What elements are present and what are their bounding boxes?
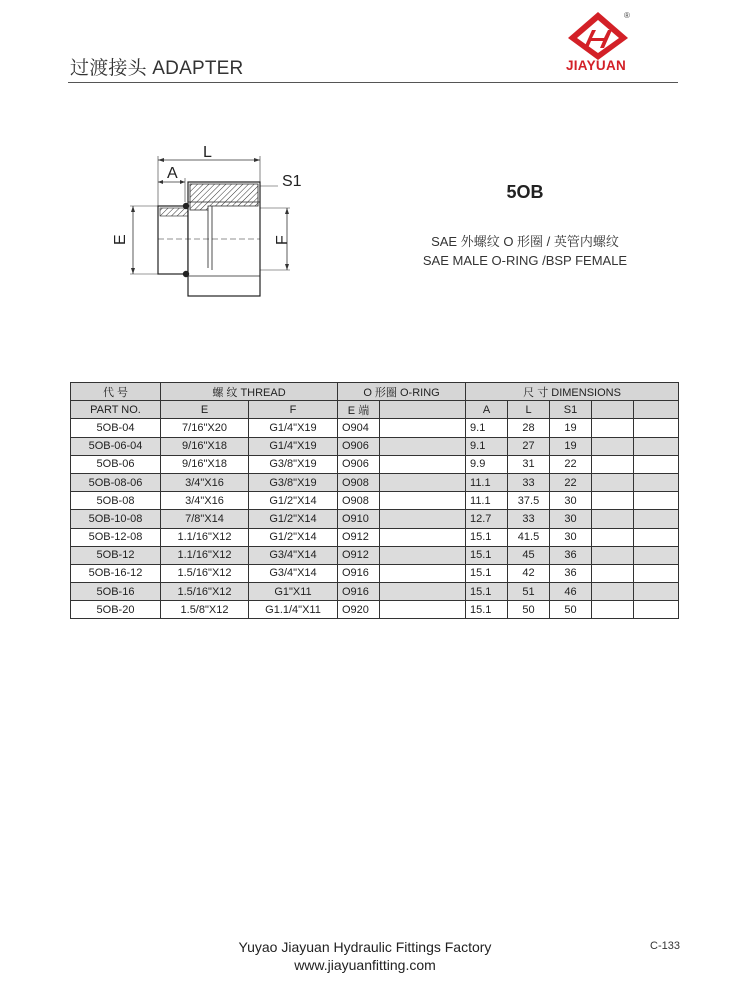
dim-l-cell: 37.5: [508, 492, 550, 510]
blank-cell: [592, 564, 634, 582]
blank-cell: [634, 492, 679, 510]
product-code: 5OB: [506, 182, 544, 202]
product-description-en: SAE MALE O-RING /BSP FEMALE: [422, 253, 628, 268]
header-e-end: E 端: [338, 401, 380, 419]
header-divider: [68, 82, 678, 83]
oring-cell: O912: [338, 546, 380, 564]
part-no-cell: 5OB-04: [71, 419, 161, 437]
header-blank: [634, 401, 679, 419]
oring-cell: O910: [338, 510, 380, 528]
blank-cell: [634, 601, 679, 619]
blank-cell: [592, 419, 634, 437]
label-A: A: [167, 165, 178, 182]
label-F: F: [274, 235, 291, 245]
blank-cell: [592, 473, 634, 491]
thread-e-cell: 1.5/16"X12: [161, 564, 249, 582]
blank-cell: [592, 583, 634, 601]
thread-e-cell: 3/4"X16: [161, 492, 249, 510]
table-row: [71, 492, 679, 510]
part-no-cell: 5OB-06: [71, 455, 161, 473]
blank-cell: [592, 455, 634, 473]
header-a: A: [466, 401, 508, 419]
blank-cell: [592, 601, 634, 619]
part-no-cell: 5OB-20: [71, 601, 161, 619]
footer-website: www.jiayuanfitting.com: [294, 957, 436, 973]
blank-cell: [380, 583, 466, 601]
blank-cell: [380, 601, 466, 619]
registered-mark: ®: [624, 11, 630, 20]
blank-cell: [592, 437, 634, 455]
dim-l-cell: 51: [508, 583, 550, 601]
dim-a-cell: 9.1: [466, 419, 508, 437]
part-no-cell: 5OB-16-12: [71, 564, 161, 582]
blank-cell: [592, 528, 634, 546]
thread-e-cell: 1.1/16"X12: [161, 528, 249, 546]
dim-s1-cell: 19: [550, 437, 592, 455]
blank-cell: [380, 510, 466, 528]
dim-s1-cell: 30: [550, 528, 592, 546]
header-thread: 螺 纹 THREAD: [161, 383, 338, 401]
blank-cell: [380, 492, 466, 510]
blank-cell: [380, 455, 466, 473]
header-part-no: PART NO.: [71, 401, 161, 419]
dim-s1-cell: 19: [550, 419, 592, 437]
label-S1: S1: [282, 173, 302, 190]
dim-a-cell: 15.1: [466, 564, 508, 582]
label-L: L: [203, 144, 212, 161]
thread-f-cell: G1/2"X14: [249, 510, 338, 528]
blank-cell: [380, 437, 466, 455]
thread-f-cell: G1.1/4"X11: [249, 601, 338, 619]
part-no-cell: 5OB-12-08: [71, 528, 161, 546]
blank-cell: [380, 528, 466, 546]
thread-e-cell: 7/16"X20: [161, 419, 249, 437]
dim-s1-cell: 50: [550, 601, 592, 619]
table-row: [71, 564, 679, 582]
part-no-cell: 5OB-10-08: [71, 510, 161, 528]
thread-f-cell: G1/4"X19: [249, 437, 338, 455]
blank-cell: [592, 510, 634, 528]
blank-cell: [634, 583, 679, 601]
blank-cell: [634, 455, 679, 473]
header-blank: [380, 401, 466, 419]
dim-a-cell: 11.1: [466, 492, 508, 510]
header-oring: O 形圈 O-RING: [338, 383, 466, 401]
adapter-drawing: [100, 140, 320, 300]
header-part-cn: 代 号: [71, 383, 161, 401]
part-no-cell: 5OB-16: [71, 583, 161, 601]
dim-s1-cell: 36: [550, 546, 592, 564]
blank-cell: [634, 510, 679, 528]
oring-cell: O912: [338, 528, 380, 546]
blank-cell: [634, 473, 679, 491]
oring-cell: O916: [338, 564, 380, 582]
oring-cell: O906: [338, 437, 380, 455]
thread-e-cell: 3/4"X16: [161, 473, 249, 491]
table-row: [71, 546, 679, 564]
thread-f-cell: G3/4"X14: [249, 546, 338, 564]
dim-a-cell: 15.1: [466, 546, 508, 564]
thread-f-cell: G3/4"X14: [249, 564, 338, 582]
logo-text: JIAYUAN: [565, 58, 627, 73]
page-title: 过渡接头 ADAPTER: [70, 58, 244, 79]
dim-a-cell: 9.9: [466, 455, 508, 473]
thread-e-cell: 7/8"X14: [161, 510, 249, 528]
table-column-header-row: [71, 401, 679, 419]
page-number: C-133: [650, 940, 680, 952]
blank-cell: [380, 473, 466, 491]
blank-cell: [592, 492, 634, 510]
dim-s1-cell: 22: [550, 455, 592, 473]
oring-cell: O916: [338, 583, 380, 601]
thread-f-cell: G3/8"X19: [249, 455, 338, 473]
table-group-header-row: [71, 383, 679, 401]
blank-cell: [380, 546, 466, 564]
dim-l-cell: 33: [508, 473, 550, 491]
part-no-cell: 5OB-08-06: [71, 473, 161, 491]
blank-cell: [634, 419, 679, 437]
header-s1: S1: [550, 401, 592, 419]
part-no-cell: 5OB-08: [71, 492, 161, 510]
dim-l-cell: 27: [508, 437, 550, 455]
thread-e-cell: 1.5/8"X12: [161, 601, 249, 619]
dim-a-cell: 15.1: [466, 583, 508, 601]
table-row: [71, 473, 679, 491]
spec-table: [70, 382, 679, 619]
table-row: [71, 528, 679, 546]
oring-cell: O906: [338, 455, 380, 473]
dim-s1-cell: 30: [550, 492, 592, 510]
header-blank: [592, 401, 634, 419]
table-row: [71, 437, 679, 455]
blank-cell: [380, 419, 466, 437]
dim-l-cell: 45: [508, 546, 550, 564]
dim-s1-cell: 46: [550, 583, 592, 601]
header-dimensions: 尺 寸 DIMENSIONS: [466, 383, 679, 401]
part-no-cell: 5OB-06-04: [71, 437, 161, 455]
oring-cell: O904: [338, 419, 380, 437]
dim-a-cell: 9.1: [466, 437, 508, 455]
thread-e-cell: 1.5/16"X12: [161, 583, 249, 601]
thread-f-cell: G3/8"X19: [249, 473, 338, 491]
blank-cell: [634, 546, 679, 564]
table-row: [71, 455, 679, 473]
header-l: L: [508, 401, 550, 419]
dim-s1-cell: 30: [550, 510, 592, 528]
blank-cell: [592, 546, 634, 564]
table-row: [71, 583, 679, 601]
dim-l-cell: 42: [508, 564, 550, 582]
dim-a-cell: 15.1: [466, 601, 508, 619]
oring-cell: O920: [338, 601, 380, 619]
dim-s1-cell: 36: [550, 564, 592, 582]
part-no-cell: 5OB-12: [71, 546, 161, 564]
dim-s1-cell: 22: [550, 473, 592, 491]
header-f: F: [249, 401, 338, 419]
label-E: E: [112, 234, 129, 245]
thread-f-cell: G1/4"X19: [249, 419, 338, 437]
dim-l-cell: 50: [508, 601, 550, 619]
thread-e-cell: 9/16"X18: [161, 437, 249, 455]
oring-cell: O908: [338, 473, 380, 491]
thread-f-cell: G1"X11: [249, 583, 338, 601]
thread-e-cell: 1.1/16"X12: [161, 546, 249, 564]
blank-cell: [380, 564, 466, 582]
dim-a-cell: 12.7: [466, 510, 508, 528]
oring-cell: O908: [338, 492, 380, 510]
dim-l-cell: 33: [508, 510, 550, 528]
dim-l-cell: 41.5: [508, 528, 550, 546]
blank-cell: [634, 437, 679, 455]
thread-f-cell: G1/2"X14: [249, 528, 338, 546]
thread-e-cell: 9/16"X18: [161, 455, 249, 473]
dim-a-cell: 11.1: [466, 473, 508, 491]
table-row: [71, 419, 679, 437]
table-row: [71, 601, 679, 619]
dim-a-cell: 15.1: [466, 528, 508, 546]
dim-l-cell: 28: [508, 419, 550, 437]
product-description-cn: SAE 外螺纹 O 形圈 / 英管内螺纹: [431, 234, 619, 249]
blank-cell: [634, 528, 679, 546]
footer-company: Yuyao Jiayuan Hydraulic Fittings Factory: [238, 939, 492, 955]
blank-cell: [634, 564, 679, 582]
dim-l-cell: 31: [508, 455, 550, 473]
table-row: [71, 510, 679, 528]
header-e: E: [161, 401, 249, 419]
thread-f-cell: G1/2"X14: [249, 492, 338, 510]
